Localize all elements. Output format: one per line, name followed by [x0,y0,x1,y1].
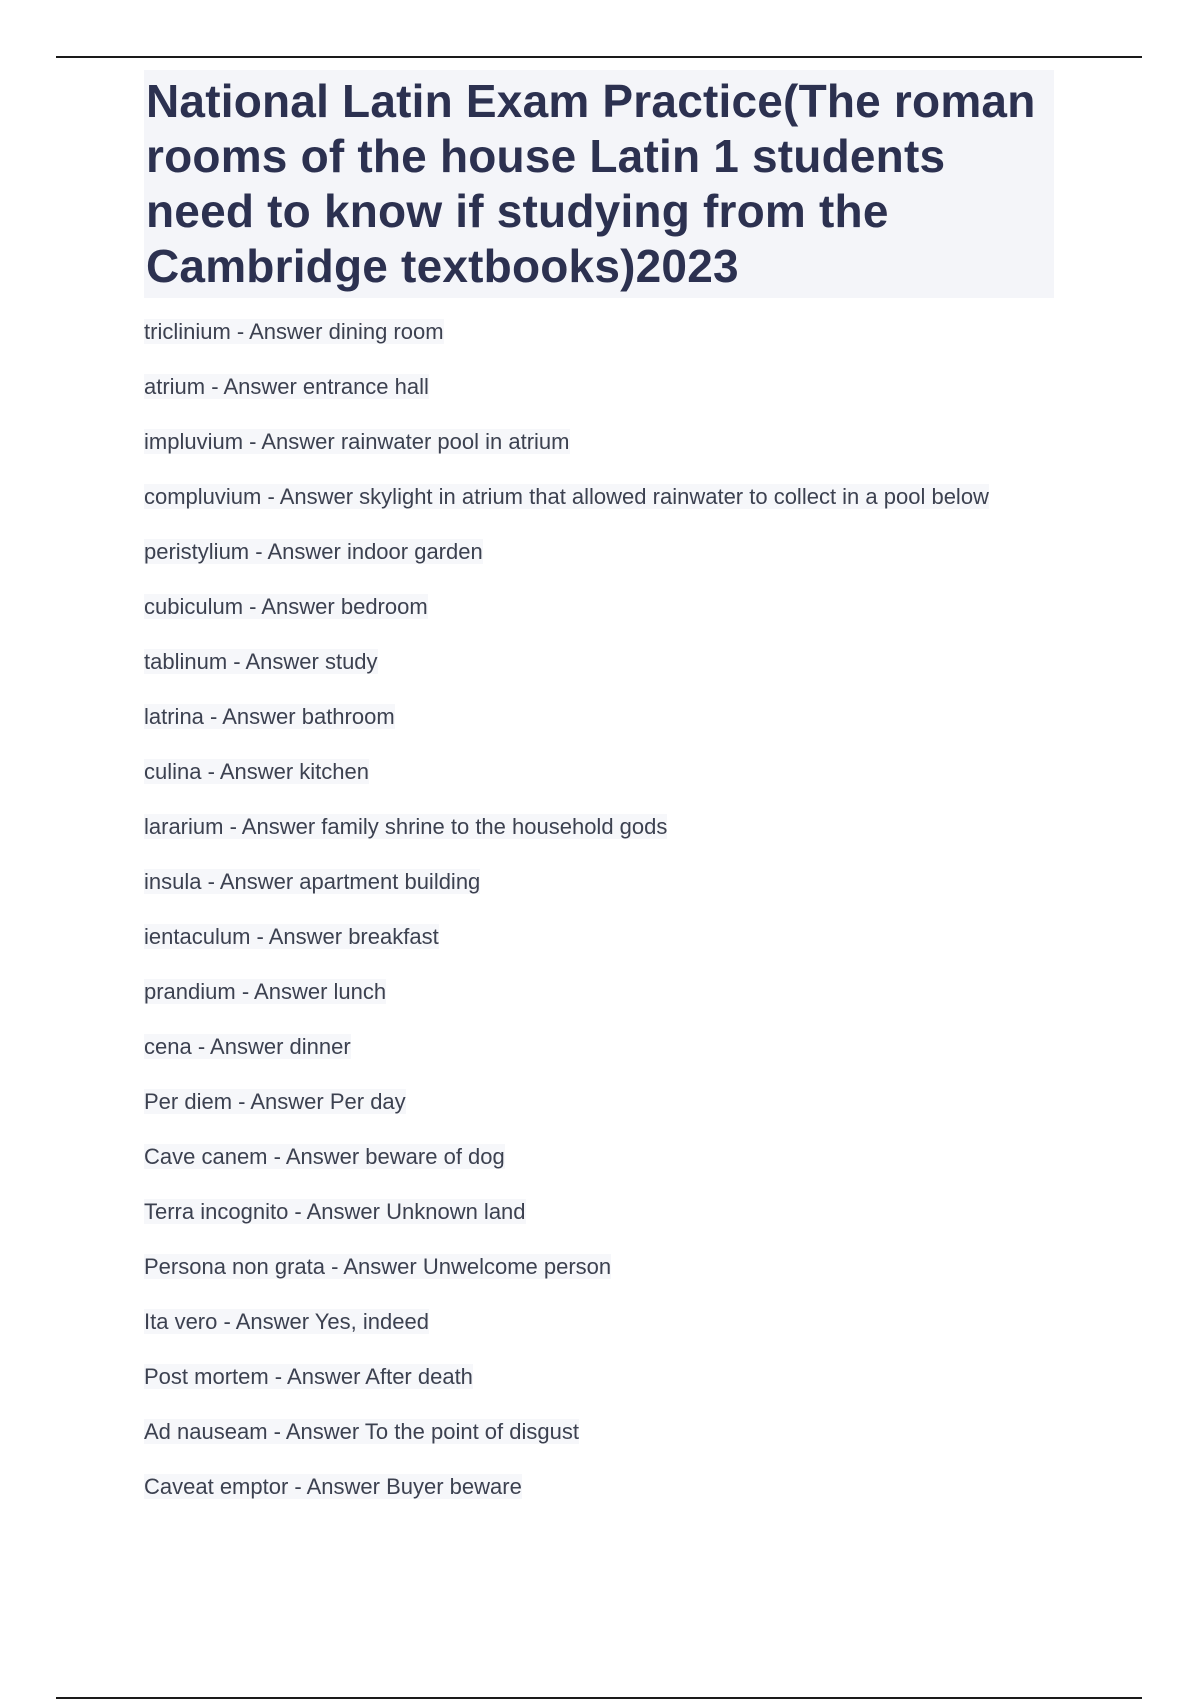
top-divider [56,56,1142,58]
list-item [144,813,1044,841]
list-item [144,1418,1044,1446]
list-item-text: prandium - Answer lunch [144,979,387,1004]
list-item [144,483,1044,511]
list-item-text: Per diem - Answer Per day [144,1089,406,1114]
list-item [144,1363,1044,1391]
list-item-text: peristylium - Answer indoor garden [144,539,483,564]
list-item [144,648,1044,676]
list-item-text: insula - Answer apartment building [144,869,481,894]
list-item-text: latrina - Answer bathroom [144,704,395,729]
list-item [144,758,1044,786]
list-item-text: lararium - Answer family shrine to the household gods [144,814,668,839]
list-item-text: Caveat emptor - Answer Buyer beware [144,1474,522,1499]
list-item-text: Cave canem - Answer beware of dog [144,1144,505,1169]
qa-list [144,318,1044,1528]
list-item [144,428,1044,456]
list-item [144,1143,1044,1171]
list-item [144,868,1044,896]
list-item-text: Ad nauseam - Answer To the point of disgust [144,1419,579,1444]
list-item-text: Ita vero - Answer Yes, indeed [144,1309,429,1334]
list-item-text: triclinium - Answer dining room [144,319,444,344]
title-block [144,70,1054,298]
list-item-text: ientaculum - Answer breakfast [144,924,439,949]
list-item [144,978,1044,1006]
list-item [144,538,1044,566]
list-item [144,703,1044,731]
list-item [144,1033,1044,1061]
list-item-text: Post mortem - Answer After death [144,1364,473,1389]
list-item-text: impluvium - Answer rainwater pool in atrium [144,429,570,454]
list-item-text: Terra incognito - Answer Unknown land [144,1199,526,1224]
list-item-text: cena - Answer dinner [144,1034,351,1059]
list-item-text: Persona non grata - Answer Unwelcome person [144,1254,612,1279]
list-item [144,923,1044,951]
list-item [144,593,1044,621]
list-item-text: culina - Answer kitchen [144,759,369,784]
list-item [144,373,1044,401]
bottom-divider [56,1697,1142,1699]
list-item-text: cubiculum - Answer bedroom [144,594,428,619]
list-item [144,1198,1044,1226]
list-item [144,1308,1044,1336]
document-title: National Latin Exam Practice(The roman rooms of the house Latin 1 students need to know if studying from the Cambridge textbooks)2023 [146,75,1036,292]
list-item-text: tablinum - Answer study [144,649,378,674]
list-item [144,318,1044,346]
list-item [144,1473,1044,1501]
list-item-text: compluvium - Answer skylight in atrium that allowed rainwater to collect in a pool below [144,484,989,509]
list-item [144,1088,1044,1116]
list-item-text: atrium - Answer entrance hall [144,374,429,399]
list-item [144,1253,1044,1281]
